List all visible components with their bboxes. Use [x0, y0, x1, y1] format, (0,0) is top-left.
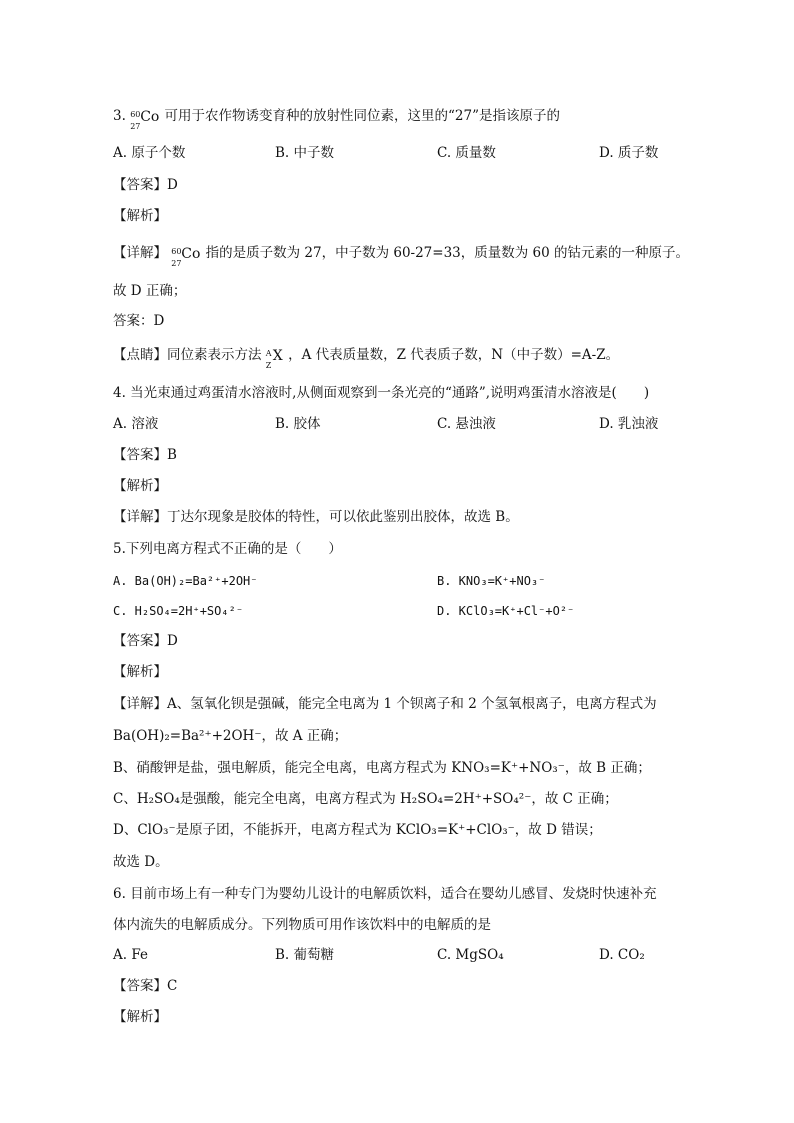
q3-detail-text: 指的是质子数为 27，中子数为 60-27=33，质量数为 60 的钴元素的一种原子。	[205, 245, 690, 261]
q3-conclusion: 故 D 正确；	[113, 283, 187, 299]
q3-answer-repeat: 答案：D	[113, 313, 165, 329]
q6-answer: 【答案】C	[113, 978, 178, 994]
q5-option-d: D. KClO₃=K⁺+Cl⁻+O²⁻	[437, 604, 575, 618]
q4-detail: 【详解】丁达尔现象是胶体的特性，可以依此鉴别出胶体，故选 B。	[113, 509, 519, 525]
iso-atomic-letter: Z	[265, 360, 272, 370]
q4-answer: 【答案】B	[113, 447, 177, 463]
q6-stem-line1: 6. 目前市场上有一种专门为婴幼儿设计的电解质饮料，适合在婴幼儿感冒、发烧时快速补充	[113, 886, 657, 902]
iso-element: Co	[140, 108, 160, 125]
q5-answer: 【答案】D	[113, 633, 178, 649]
iso-mass-number: 60	[130, 109, 141, 119]
q5-detail-b: B、硝酸钾是盐，强电解质，能完全电离，电离方程式为 KNO₃=K⁺+NO₃⁻，故 B 正确；	[113, 760, 651, 776]
q5-option-c: C. H₂SO₄=2H⁺+SO₄²⁻	[113, 604, 244, 618]
q5-detail-c: C、H₂SO₄是强酸，能完全电离，电离方程式为 H₂SO₄=2H⁺+SO₄²⁻，故 C 正确；	[113, 791, 618, 807]
q6-analysis-heading: 【解析】	[113, 1009, 167, 1025]
q5-detail-a-eq: Ba(OH)₂=Ba²⁺+2OH⁻，故 A 正确；	[113, 728, 348, 744]
q5-stem: 5.下列电离方程式不正确的是（ ）	[113, 541, 342, 557]
q3-tip-line	[113, 345, 620, 370]
q3-option-d: D. 质子数	[599, 145, 659, 161]
q5-detail-a: 【详解】A、氢氧化钡是强碱，能完全电离为 1 个钡离子和 2 个氢氧根离子，电离方程式为	[113, 696, 657, 712]
q5-option-a: A. Ba(OH)₂=Ba²⁺+2OH⁻	[113, 574, 258, 588]
q3-option-b: B. 中子数	[275, 145, 335, 161]
iso-atomic-number: 27	[130, 121, 141, 131]
q3-tip-text: ，A 代表质量数，Z 代表质子数，N（中子数）=A-Z。	[288, 347, 620, 363]
q6-option-a: A. Fe	[113, 947, 148, 963]
q6-option-b: B. 葡萄糖	[275, 947, 335, 963]
iso-element: Co	[181, 245, 201, 262]
q3-detail-prefix: 【详解】	[113, 245, 167, 261]
q6-stem-line2: 体内流失的电解质成分。下列物质可用作该饮料中的电解质的是	[113, 917, 491, 933]
q3-tip-isotope	[265, 346, 284, 370]
q5-option-b: B. KNO₃=K⁺+NO₃⁻	[437, 574, 546, 588]
iso-element-letter: X	[272, 347, 283, 364]
q3-stem-line	[113, 106, 560, 131]
q4-option-d: D. 乳浊液	[599, 416, 659, 432]
q3-option-a: A. 原子个数	[113, 145, 186, 161]
q3-option-c: C. 质量数	[437, 145, 496, 161]
q3-analysis-heading: 【解析】	[113, 208, 167, 224]
q4-option-c: C. 悬浊液	[437, 416, 496, 432]
q3-detail-line	[113, 243, 690, 268]
q4-option-b: B. 胶体	[275, 416, 321, 432]
q3-answer: 【答案】D	[113, 177, 178, 193]
q3-detail-isotope	[171, 244, 201, 268]
q3-tip-prefix: 【点睛】同位素表示方法	[113, 347, 262, 363]
iso-mass-number: 60	[171, 246, 182, 256]
q4-analysis-heading: 【解析】	[113, 478, 167, 494]
q5-detail-d: D、ClO₃⁻是原子团，不能拆开，电离方程式为 KClO₃=K⁺+ClO₃⁻，故 D 错误；	[113, 822, 602, 838]
q6-option-c: C. MgSO₄	[437, 947, 504, 963]
q5-analysis-heading: 【解析】	[113, 664, 167, 680]
q3-number: 3.	[113, 108, 126, 124]
q4-stem: 4. 当光束通过鸡蛋清水溶液时,从侧面观察到一条光亮的“通路”,说明鸡蛋清水溶液是( )	[113, 385, 650, 401]
q3-stem-text: 可用于农作物诱变育种的放射性同位素，这里的“27”是指该原子的	[164, 108, 560, 124]
q5-conclusion: 故选 D。	[113, 854, 169, 870]
iso-mass-letter: A	[265, 348, 272, 358]
iso-atomic-number: 27	[171, 258, 182, 268]
q3-isotope-symbol	[130, 107, 160, 131]
q4-option-a: A. 溶液	[113, 416, 159, 432]
q6-option-d: D. CO₂	[599, 947, 645, 963]
